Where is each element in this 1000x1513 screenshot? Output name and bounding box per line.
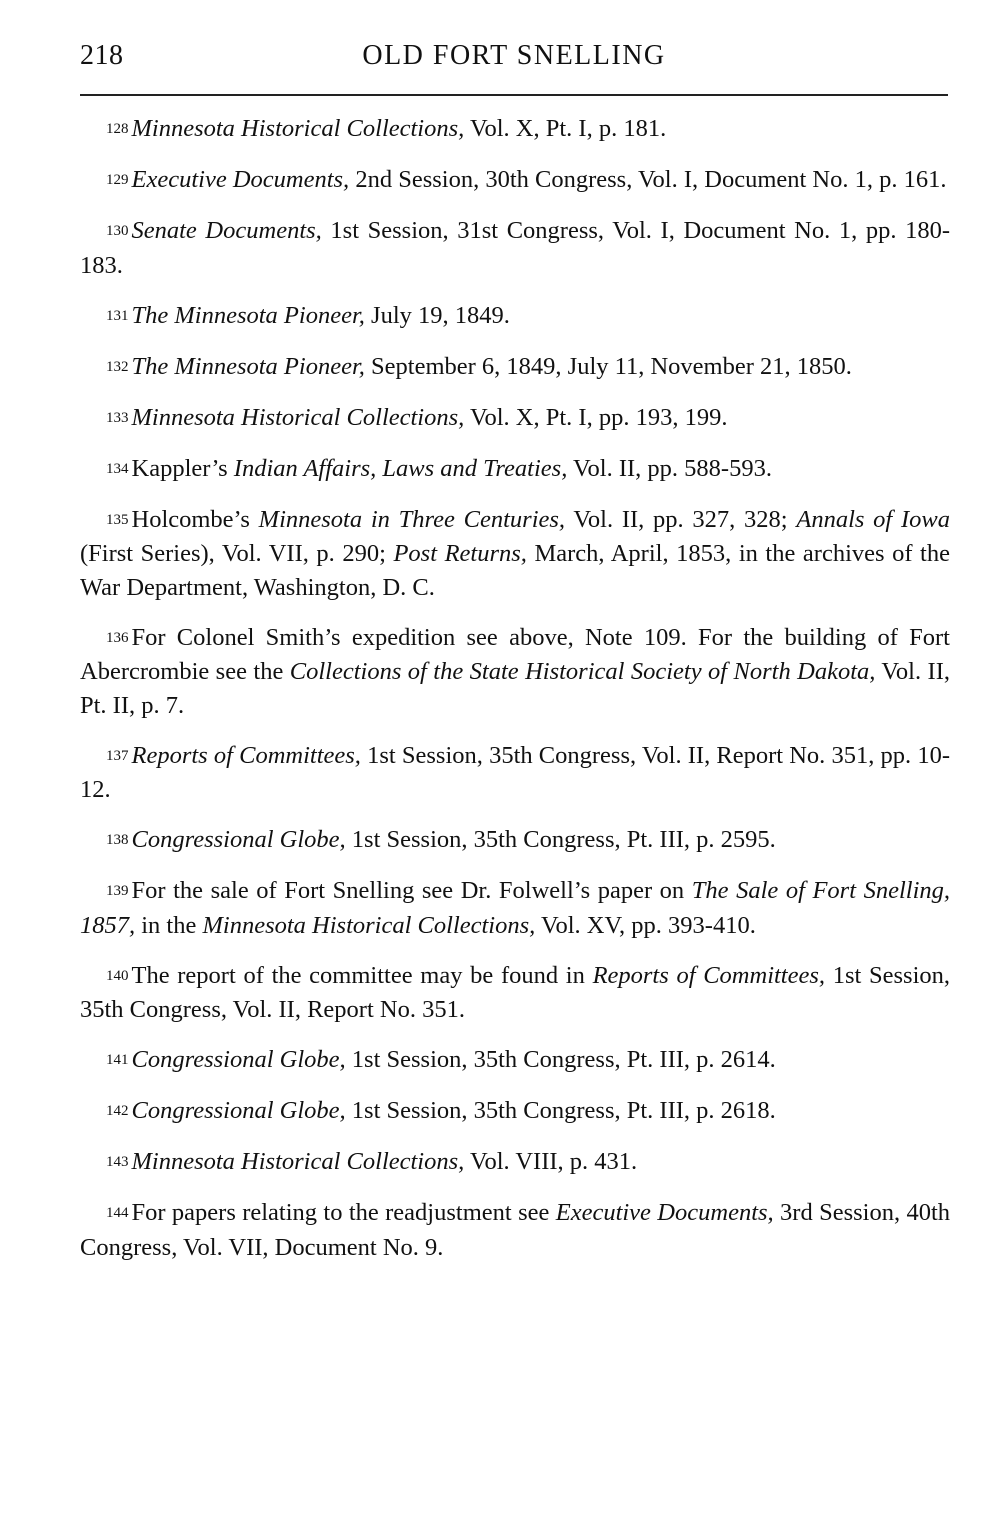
footnote-citation-title: The Minnesota Pioneer, — [131, 301, 365, 329]
footnote-citation-title: Minnesota Historical Collections, — [131, 1148, 465, 1175]
footnote-128 — [80, 112, 950, 147]
footnote-135 — [80, 503, 950, 605]
footnote-143 — [80, 1145, 950, 1180]
footnote-136 — [80, 621, 950, 723]
footnote-number: 144 — [106, 1205, 129, 1221]
footnote-text: Vol. X, Pt. I, pp. 193, 199. — [464, 403, 728, 431]
footnote-text: 3rd Session, 40th Congress, Vol. VII, Document No. 9. — [80, 1199, 951, 1261]
footnote-number: 135 — [106, 511, 129, 528]
footnote-citation-title: Annals of Iowa — [796, 505, 950, 533]
footnote-number: 142 — [106, 1103, 129, 1119]
footnote-number: 128 — [106, 121, 129, 137]
footnote-text: 1st Session, 35th Congress, Pt. III, p. 2614. — [345, 1046, 776, 1073]
footnote-citation-title: Minnesota Historical Collections, — [202, 911, 536, 939]
footnote-citation-title: Minnesota Historical Collections, — [131, 403, 465, 431]
footnote-number: 130 — [106, 223, 129, 239]
footnote-number: 132 — [106, 358, 129, 375]
footnote-text: 1st Session, 31st Congress, Vol. I, Document No. 1, pp. 180-183. — [80, 217, 950, 279]
footnote-citation-title: Minnesota Historical Collections, — [131, 115, 465, 142]
footnote-text: Holcombe’s — [131, 505, 259, 533]
footnote-number: 133 — [106, 409, 129, 426]
footnote-132 — [80, 350, 950, 385]
footnote-number: 136 — [106, 629, 129, 646]
footnote-133 — [80, 401, 950, 436]
footnote-citation-title: Reports of Committees, — [131, 741, 361, 769]
page-number: 218 — [80, 40, 124, 71]
footnote-number: 140 — [106, 967, 129, 984]
footnote-text: July 19, 1849. — [364, 301, 510, 329]
footnote-number: 131 — [106, 307, 129, 324]
footnote-citation-title: Post Returns, — [393, 540, 527, 567]
footnote-text: Vol. VIII, p. 431. — [464, 1148, 638, 1175]
footnote-140 — [80, 959, 950, 1027]
footnote-citation-title: Congressional Globe, — [131, 1046, 346, 1073]
footnotes-list — [80, 112, 950, 1281]
footnote-137 — [80, 739, 950, 807]
footnote-text: Vol. X, Pt. I, p. 181. — [464, 115, 667, 142]
footnote-text: 1st Session, 35th Congress, Pt. III, p. 2595. — [345, 826, 776, 853]
footnote-text: For Colonel Smith’s expedition see above, Note 109. For the building of Fort Abercrombie see the — [80, 623, 950, 685]
footnote-text: For the sale of Fort Snelling see Dr. Folwell’s paper on — [131, 877, 692, 904]
footnote-number: 139 — [106, 883, 129, 899]
footnote-citation-title: Executive Documents, — [131, 166, 350, 193]
running-title: OLD FORT SNELLING — [362, 40, 666, 71]
header-rule — [80, 94, 948, 96]
footnote-number: 134 — [106, 460, 129, 477]
footnote-number: 138 — [106, 832, 129, 848]
footnote-text: 1st Session, 35th Congress, Pt. III, p. 2618. — [345, 1097, 776, 1124]
footnote-number: 137 — [106, 747, 129, 764]
footnote-text: (First Series), Vol. VII, p. 290; — [80, 540, 394, 567]
footnote-text: Vol. II, Pt. II, p. 7. — [80, 658, 950, 719]
footnote-citation-title: Indian Affairs, Laws and Treaties, — [233, 454, 568, 482]
footnote-citation-title: Minnesota in Three Centuries, — [258, 505, 566, 533]
footnote-text: For papers relating to the readjustment see — [131, 1199, 556, 1226]
footnote-citation-title: Congressional Globe, — [131, 1097, 346, 1124]
footnote-text: 1st Session, 35th Congress, Vol. II, Report No. 351. — [80, 961, 951, 1023]
footnote-139 — [80, 874, 950, 942]
footnote-text: 2nd Session, 30th Congress, Vol. I, Document No. 1, p. 161. — [349, 166, 947, 193]
footnote-text: Vol. II, pp. 327, 328; — [565, 505, 797, 533]
footnote-citation-title: Executive Documents, — [555, 1199, 774, 1226]
footnote-141 — [80, 1043, 950, 1078]
footnote-text: 1st Session, 35th Congress, Vol. II, Report No. 351, pp. 10-12. — [80, 741, 950, 803]
footnote-citation-title: Reports of Committees, — [592, 961, 826, 989]
footnote-text: The report of the committee may be found in — [131, 961, 593, 989]
footnote-text: Vol. XV, pp. 393-410. — [535, 911, 756, 939]
footnote-number: 143 — [106, 1154, 129, 1170]
footnote-131 — [80, 299, 950, 334]
footnote-text: in the — [135, 911, 203, 939]
footnote-138 — [80, 823, 950, 858]
footnote-number: 141 — [106, 1052, 129, 1068]
footnote-citation-title: Senate Documents, — [131, 217, 322, 244]
footnote-text: Kappler’s — [131, 454, 234, 482]
footnote-134 — [80, 452, 950, 487]
footnote-citation-title: Collections of the State Historical Society of North Dakota, — [289, 658, 876, 685]
footnote-text: Vol. II, pp. 588-593. — [567, 454, 772, 482]
footnote-142 — [80, 1094, 950, 1129]
footnote-130 — [80, 214, 950, 282]
page-header — [80, 30, 948, 90]
footnote-number: 129 — [106, 172, 129, 188]
footnote-text: March, April, 1853, in the archives of the War Department, Washington, D. C. — [80, 540, 950, 601]
footnote-text: September 6, 1849, July 11, November 21, 1850. — [364, 352, 852, 380]
footnote-citation-title: Congressional Globe, — [131, 826, 346, 853]
footnote-129 — [80, 163, 950, 198]
footnote-citation-title: The Sale of Fort Snelling, 1857, — [80, 877, 951, 939]
footnote-citation-title: The Minnesota Pioneer, — [131, 352, 365, 380]
footnote-144 — [80, 1196, 950, 1264]
